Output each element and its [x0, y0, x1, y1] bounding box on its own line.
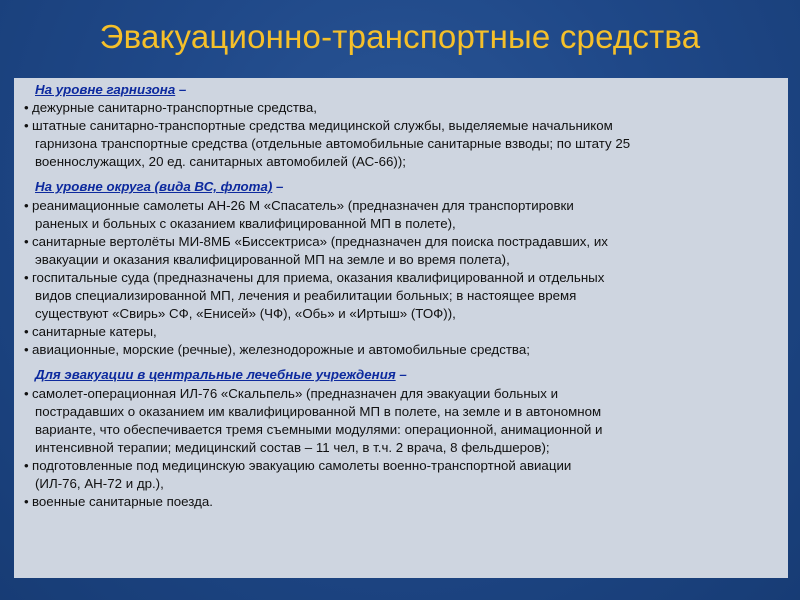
list-item [24, 493, 788, 511]
bullet-icon: • [24, 494, 29, 510]
section-heading-text: На уровне округа (вида ВС, флота) [35, 179, 273, 195]
list-item [24, 117, 788, 171]
list-item [24, 197, 788, 233]
section-garrison [24, 81, 788, 171]
item-line: дежурные санитарно-транспортные средства, [32, 100, 317, 116]
section-heading-dash: – [395, 367, 407, 383]
section-heading-dash: – [272, 179, 284, 195]
bullet-icon: • [24, 118, 29, 134]
item-line: пострадавших о оказанием им квалифицированной МП в полете, на земле и в автономном [35, 403, 602, 419]
item-line: военные санитарные поезда. [32, 494, 213, 510]
item-line: гарнизона транспортные средства (отдельные автомобильные санитарные взводы; по штату 25 [35, 136, 631, 152]
bullet-icon: • [24, 324, 29, 340]
list-item [24, 233, 788, 269]
item-line: интенсивной терапии; медицинский состав – 11 чел, в т.ч. 2 врача, 8 фельдшеров); [35, 439, 550, 455]
item-line: варианте, что обеспечивается тремя съемными модулями: операционной, анимационной и [35, 421, 603, 437]
slide-title: Эвакуационно-транспортные средства [99, 18, 701, 55]
item-line: штатные санитарно-транспортные средства медицинской службы, выделяемые начальником [32, 118, 613, 134]
section-central [24, 366, 788, 511]
item-line: раненых и больных с оказанием квалифицированной МП в полете), [35, 215, 456, 231]
bullet-icon: • [24, 385, 29, 401]
item-line: видов специализированной МП, лечения и реабилитации больных; в настоящее время [35, 288, 577, 304]
item-line: авиационные, морские (речные), железнодорожные и автомобильные средства; [32, 342, 530, 358]
section-heading-text: Для эвакуации в центральные лечебные учреждения [35, 367, 396, 383]
list-item [24, 385, 788, 457]
bullet-icon: • [24, 197, 29, 213]
bullet-icon: • [24, 100, 29, 116]
item-line: санитарные катеры, [32, 324, 157, 340]
item-line: военнослужащих, 20 ед. санитарных автомобилей (АС-66)); [35, 154, 406, 170]
section-heading-dash: – [175, 82, 187, 97]
bullet-icon: • [24, 269, 29, 285]
item-line: реанимационные самолеты АН-26 М «Спасатель» (предназначен для транспортировки [32, 197, 574, 213]
bullet-icon: • [24, 457, 29, 473]
item-line: (ИЛ-76, АН-72 и др.), [35, 475, 164, 491]
bullet-icon: • [24, 342, 29, 358]
item-line: эвакуации и оказания квалифицированной МП на земле и во время полета), [35, 251, 510, 267]
section-heading [35, 81, 788, 99]
section-heading-text: На уровне гарнизона [35, 82, 176, 97]
item-line: госпитальные суда (предназначены для приема, оказания квалифицированной и отдельных [32, 269, 605, 285]
item-line: подготовленные под медицинскую эвакуацию самолеты военно-транспортной авиации [32, 457, 572, 473]
section-district [24, 178, 788, 359]
content-panel [14, 78, 788, 578]
section-heading [35, 178, 788, 196]
section-heading [35, 366, 788, 384]
item-line: самолет-операционная ИЛ-76 «Скальпель» (предназначен для эвакуации больных и [32, 385, 559, 401]
item-line: существуют «Свирь» СФ, «Енисей» (ЧФ), «Обь» и «Иртыш» (ТОФ)), [35, 306, 456, 322]
list-item [24, 323, 788, 341]
list-item [24, 457, 788, 493]
list-item [24, 269, 788, 323]
list-item [24, 99, 788, 117]
item-line: санитарные вертолёты МИ-8МБ «Биссектриса» (предназначен для поиска пострадавших, их [32, 233, 608, 249]
list-item [24, 341, 788, 359]
bullet-icon: • [24, 233, 29, 249]
